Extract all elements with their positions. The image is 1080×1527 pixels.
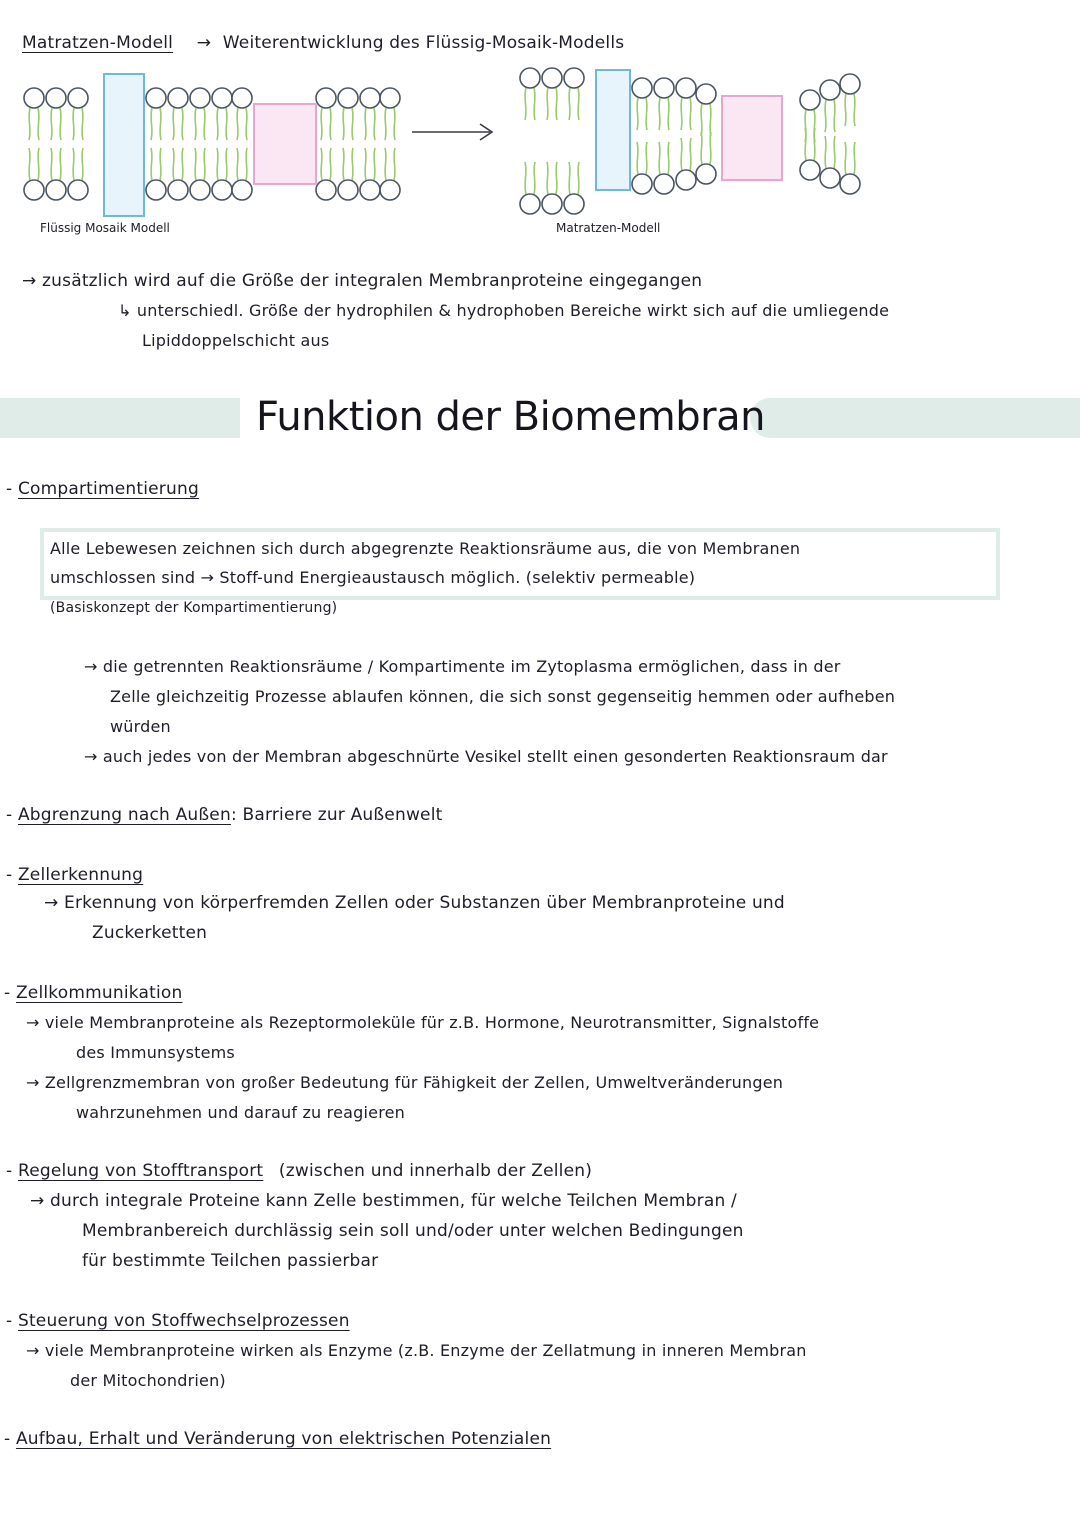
section-zellkommunikation: - Zellkommunikation [4,983,183,1003]
potenziale-heading: Aufbau, Erhalt und Veränderung von elektrischen Potenzialen [15,1429,552,1449]
section-abgrenzung: - Abgrenzung nach Außen: Barriere zur Außenwelt [6,805,443,825]
left-pink-protein [254,104,316,184]
kommunikation-line-2: des Immunsystems [76,1043,235,1062]
title-bar-right [750,398,1080,438]
kompart-p1-line-1: → die getrennten Reaktionsräume / Kompartimente im Zytoplasma ermöglichen, dass in der [84,657,841,676]
header [22,28,624,58]
section-potenziale: - Aufbau, Erhalt und Veränderung von elektrischen Potenzialen [4,1429,552,1449]
erkennung-heading: Zellerkennung [17,865,144,885]
erkennung-line-1: → Erkennung von körperfremden Zellen oder Substanzen über Membranproteine und [44,893,785,913]
right-membrane [520,68,860,214]
section-stoffwechsel: - Steuerung von Stoffwechselprozessen [6,1311,350,1331]
transport-line-3: für bestimmte Teilchen passierbar [82,1251,379,1271]
membrane-diagram [20,66,900,226]
section-zellerkennung: - Zellerkennung [6,865,144,885]
header-left-label: Matratzen-Modell [22,33,174,53]
right-blue-protein [596,70,630,190]
title-bar-left [0,398,240,438]
transport-line-2: Membranbereich durchlässig sein soll und/oder unter welchen Bedingungen [82,1221,744,1241]
transport-line-1: → durch integrale Proteine kann Zelle bestimmen, für welche Teilchen Membran / [30,1191,737,1211]
left-blue-protein [104,74,144,216]
right-diagram-caption: Matratzen-Modell [556,221,661,235]
header-arrow: → [196,33,212,53]
kompart-box-line-3: (Basiskonzept der Kompartimentierung) [50,600,338,616]
section-kompartimentierung: - Compartimentierung [6,479,199,499]
kommunikation-heading: Zellkommunikation [15,983,183,1003]
kompart-p1-line-3: würden [110,717,171,736]
right-pink-protein [722,96,782,180]
note-line-3: Lipiddoppelschicht aus [142,331,330,350]
section-stofftransport: - Regelung von Stofftransport (zwischen und innerhalb der Zellen) [6,1161,593,1181]
kommunikation-line-4: wahrzunehmen und darauf zu reagieren [76,1103,406,1122]
transport-heading-suffix: (zwischen und innerhalb der Zellen) [278,1161,593,1181]
abgrenzung-text: : Barriere zur Außenwelt [230,805,443,825]
kompart-heading: Compartimentierung [17,479,199,499]
kompart-p1-line-2: Zelle gleichzeitig Prozesse ablaufen können, die sich sonst gegenseitig hemmen oder aufheben [110,687,896,706]
page-title: Funktion der Biomembran [256,394,765,440]
erkennung-line-2: Zuckerketten [92,923,208,943]
kompart-p2-line-1: → auch jedes von der Membran abgeschnürte Vesikel stellt einen gesonderten Reaktionsraum dar [84,747,888,766]
kommunikation-line-1: → viele Membranproteine als Rezeptormoleküle für z.B. Hormone, Neurotransmitter, Signalstoffe [26,1013,820,1032]
kompart-box-line-2: umschlossen sind → Stoff-und Energieaustausch möglich. (selektiv permeable) [50,568,696,587]
abgrenzung-heading: Abgrenzung nach Außen [17,805,231,825]
left-diagram-caption: Flüssig Mosaik Modell [40,221,170,235]
diagram-arrow-icon [412,124,492,140]
note-line-1: → zusätzlich wird auf die Größe der integralen Membranproteine eingegangen [22,271,703,291]
left-membrane [24,74,400,216]
transport-heading: Regelung von Stofftransport [17,1161,264,1181]
note-line-2: ↳ unterschiedl. Größe der hydrophilen & hydrophoben Bereiche wirkt sich auf die umliegende [118,301,890,320]
kommunikation-line-3: → Zellgrenzmembran von großer Bedeutung für Fähigkeit der Zellen, Umweltveränderungen [26,1073,784,1092]
kompart-box-line-1: Alle Lebewesen zeichnen sich durch abgegrenzte Reaktionsräume aus, die von Membranen [50,539,801,558]
header-right-text: Weiterentwicklung des Flüssig-Mosaik-Modells [222,33,625,53]
stoffwechsel-line-2: der Mitochondrien) [70,1371,226,1390]
stoffwechsel-heading: Steuerung von Stoffwechselprozessen [17,1311,350,1331]
stoffwechsel-line-1: → viele Membranproteine wirken als Enzyme (z.B. Enzyme der Zellatmung in inneren Membran [26,1341,807,1360]
